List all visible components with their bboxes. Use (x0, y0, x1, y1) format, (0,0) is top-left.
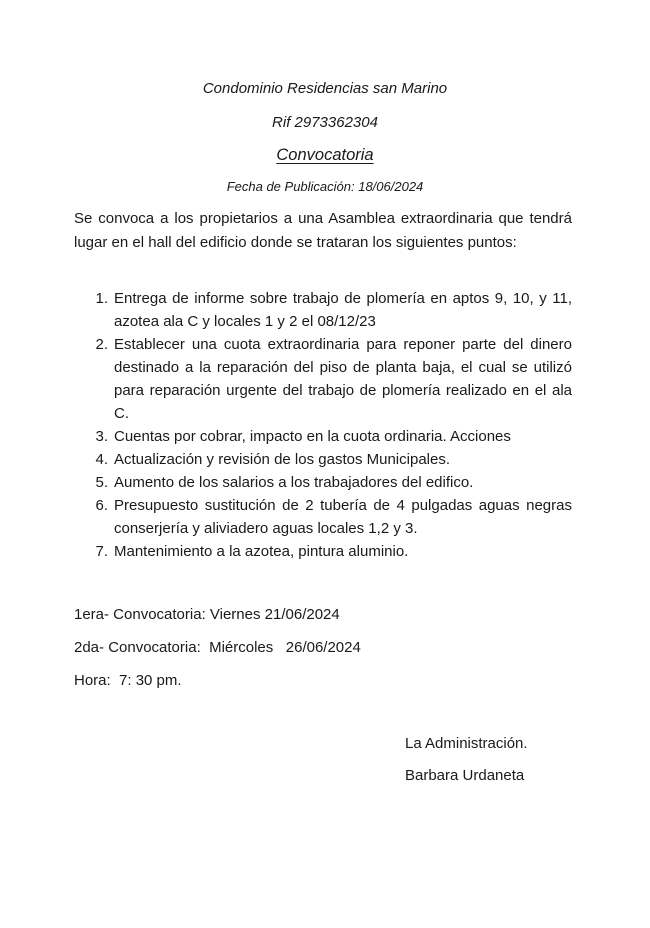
second-call-date: 2da- Convocatoria: Miércoles 26/06/2024 (74, 639, 361, 656)
list-item (74, 540, 572, 563)
list-item-text: Cuentas por cobrar, impacto en la cuota ordinaria. Acciones (114, 428, 511, 445)
list-item-text: Establecer una cuota extraordinaria para reponer parte del dinero destinado a la reparación del piso de planta baja, el cual se utilizó para reparación urgente del trabajo de plomería realizado en el ala C. (114, 336, 572, 422)
signature-name: Barbara Urdaneta (405, 767, 525, 784)
list-item-text: Actualización y revisión de los gastos Municipales. (114, 451, 450, 468)
agenda-list (74, 287, 572, 563)
first-call-date: 1era- Convocatoria: Viernes 21/06/2024 (74, 606, 340, 623)
list-item-number: 5. (95, 474, 108, 491)
list-item-text: Entrega de informe sobre trabajo de plomería en aptos 9, 10, y 11, azotea ala C y locales 1 y 2 el 08/12/23 (114, 290, 572, 330)
list-item (74, 448, 572, 471)
list-item (74, 471, 572, 494)
list-item-number: 6. (95, 497, 108, 514)
list-item-text: Mantenimiento a la azotea, pintura aluminio. (114, 543, 409, 560)
list-item-text: Aumento de los salarios a los trabajadores del edifico. (114, 474, 474, 491)
signature-role: La Administración. (405, 735, 528, 752)
meeting-time: Hora: 7: 30 pm. (74, 672, 182, 689)
list-item (74, 333, 572, 425)
list-item (74, 287, 572, 333)
list-item-number: 3. (95, 428, 108, 445)
list-item-number: 4. (95, 451, 108, 468)
list-item-number: 1. (95, 290, 108, 307)
organization-name: Condominio Residencias san Marino (202, 80, 448, 97)
list-item (74, 494, 572, 540)
document-title: Convocatoria (276, 146, 374, 164)
publication-date: Fecha de Publicación: 18/06/2024 (226, 179, 424, 194)
list-item-number: 2. (95, 336, 108, 353)
rif-number: Rif 2973362304 (272, 114, 378, 131)
list-item (74, 425, 572, 448)
list-item-number: 7. (95, 543, 108, 560)
list-item-text: Presupuesto sustitución de 2 tubería de 4 pulgadas aguas negras conserjería y aliviadero aguas locales 1,2 y 3. (114, 497, 572, 537)
intro-paragraph: Se convoca a los propietarios a una Asamblea extraordinaria que tendrá lugar en el hall del edificio donde se trataran los siguientes puntos: (74, 210, 572, 251)
